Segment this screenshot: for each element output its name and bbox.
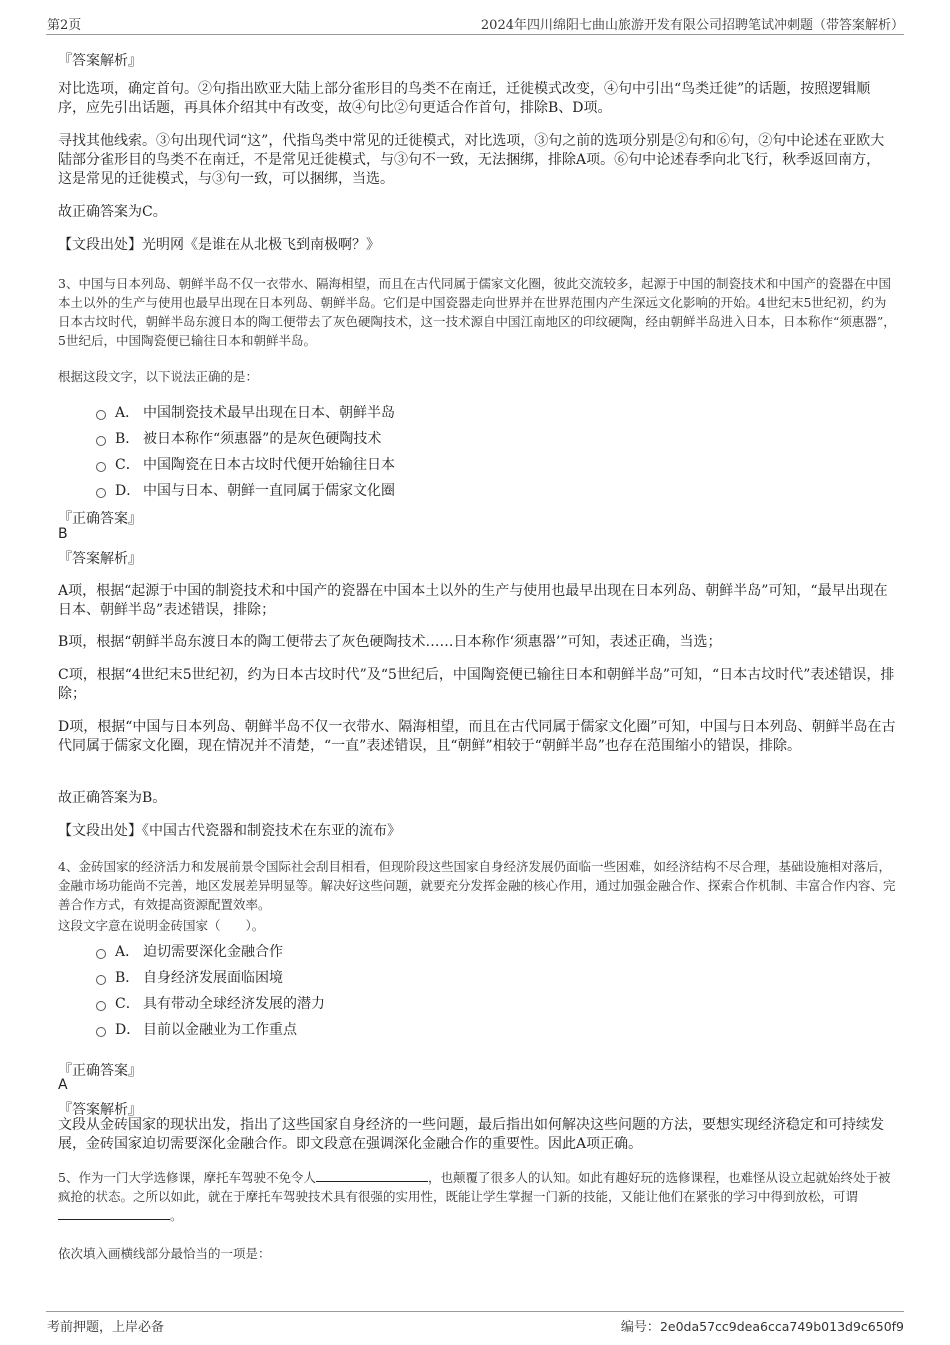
- option-text: 中国制瓷技术最早出现在日本、朝鲜半岛: [143, 405, 395, 421]
- option-text: 中国陶瓷在日本古坟时代便开始输往日本: [143, 457, 395, 473]
- analysis-paragraph: C项，根据“4世纪末5世纪初，约为日本古坟时代”及“5世纪后，中国陶瓷便已输往日本和朝鲜半岛”可知，“日本古坟时代”表述错误，排除；: [58, 667, 895, 702]
- analysis-tag: 『答案解析』: [58, 53, 142, 69]
- radio-icon[interactable]: [96, 488, 106, 498]
- source-note: 【文段出处】光明网《是谁在从北极飞到南极啊？》: [58, 237, 380, 253]
- document-title: 2024年四川绵阳七曲山旅游开发有限公司招聘笔试冲刺题（带答案解析）: [480, 18, 904, 33]
- radio-icon[interactable]: [96, 949, 106, 959]
- option-letter: C．: [115, 457, 140, 473]
- option-letter: B．: [115, 970, 140, 986]
- question-stem: 4、金砖国家的经济活力和发展前景令国际社会刮目相看，但现阶段这些国家自身经济发展仍面临一些困难，如经济结构不尽合理，基础设施相对落后，金融市场功能尚不完善，地区发展差异明显等。解决好这些问题，就要充分发挥金融的核心作用，通过加强金融合作、探索合作机制、丰富合作内容、完善合作方式，有效提高资源配置效率。: [58, 859, 896, 912]
- analysis-paragraph: B项，根据“朝鲜半岛东渡日本的陶工便带去了灰色硬陶技术……日本称作‘须惠器’”可知，表述正确，当选；: [58, 634, 722, 650]
- answer-conclusion: 故正确答案为B。: [58, 790, 167, 806]
- option-letter: C．: [115, 996, 140, 1012]
- radio-icon[interactable]: [96, 462, 106, 472]
- code-value: 2e0da57cc9dea6cca749b013d9c650f9: [659, 1319, 904, 1334]
- option-a[interactable]: [96, 402, 395, 422]
- option-text: 具有带动全球经济发展的潜力: [143, 996, 325, 1012]
- option-c[interactable]: [96, 454, 395, 474]
- correct-answer: A: [58, 1077, 68, 1093]
- analysis-paragraph: A项，根据“起源于中国的制瓷技术和中国产的瓷器在中国本土以外的生产与使用也最早出现在日本列岛、朝鲜半岛”可知，“最早出现在日本、朝鲜半岛”表述错误，排除；: [58, 583, 888, 618]
- option-text: 自身经济发展面临困境: [143, 970, 283, 986]
- option-d[interactable]: [96, 1019, 297, 1039]
- option-text: 中国与日本、朝鲜一直同属于儒家文化圈: [143, 483, 395, 499]
- radio-icon[interactable]: [96, 436, 106, 446]
- option-letter: D．: [115, 483, 141, 499]
- radio-icon[interactable]: [96, 975, 106, 985]
- option-d[interactable]: [96, 480, 395, 500]
- source-note: 【文段出处】《中国古代瓷器和制瓷技术在东亚的流布》: [58, 823, 401, 839]
- fill-blank[interactable]: [316, 1169, 428, 1182]
- option-text: 被日本称作“须惠器”的是灰色硬陶技术: [143, 431, 382, 447]
- analysis-tag: 『答案解析』: [58, 1102, 142, 1118]
- analysis-paragraph: 对比选项，确定首句。②句指出欧亚大陆上部分雀形目的鸟类不在南迁，迁徙模式改变，④句中引出“鸟类迁徙”的话题，按照逻辑顺序，应先引出话题，再具体介绍其中有改变，故④句比②句更适合作首句，排除B、D项。: [58, 81, 871, 116]
- code-label: 编号：: [620, 1320, 660, 1335]
- option-b[interactable]: [96, 428, 381, 448]
- stem-text: ，也颠覆了很多人的认知。如此有趣好玩的选修课程，也难怪从设立起就始终处于被疯抢的状态。之所以如此，就在于摩托车驾驶技术具有很强的实用性，既能让学生掌握一门新的技能，又能让他们在紧张的学习中得到放松，可谓: [58, 1170, 891, 1204]
- option-letter: A．: [115, 405, 140, 421]
- option-text: 目前以金融业为工作重点: [143, 1022, 297, 1038]
- analysis-paragraph: 文段从金砖国家的现状出发，指出了这些国家自身经济的一些问题，最后指出如何解决这些问题的方法，要想实现经济稳定和可持续发展，金砖国家迫切需要深化金融合作。即文段意在强调深化金融合作的重要性。因此A项正确。: [58, 1117, 884, 1152]
- radio-icon[interactable]: [96, 410, 106, 420]
- stem-text: 。: [170, 1208, 183, 1223]
- option-b[interactable]: [96, 967, 283, 987]
- correct-answer-tag: 『正确答案』: [58, 511, 142, 527]
- option-letter: A．: [115, 944, 140, 960]
- analysis-paragraph: D项，根据“中国与日本列岛、朝鲜半岛不仅一衣带水、隔海相望，而且在古代同属于儒家文化圈”可知，中国与日本列岛、朝鲜半岛在古代同属于儒家文化圈，现在情况并不清楚，“一直”表述错误，且“朝鲜”相较于“朝鲜半岛”也存在范围缩小的错误，排除。: [58, 719, 896, 754]
- page-number: 第2页: [47, 18, 82, 33]
- analysis-paragraph: 寻找其他线索。③句出现代词“这”，代指鸟类中常见的迁徙模式，对比选项，③句之前的选项分别是②句和⑥句，②句中论述在亚欧大陆部分雀形目的鸟类不在南迁，不是常见迁徙模式，与③句不一致，无法捆绑，排除A项。⑥句中论述春季向北飞行，秋季返回南方，这是常见的迁徙模式，与③句一致，可以捆绑，当选。: [58, 133, 885, 187]
- option-c[interactable]: [96, 993, 325, 1013]
- header-divider: [46, 34, 904, 35]
- question-stem: 3、中国与日本列岛、朝鲜半岛不仅一衣带水、隔海相望，而且在古代同属于儒家文化圈，彼此交流较多，起源于中国的制瓷技术和中国产的瓷器在中国本土以外的生产与使用也最早出现在日本列岛、朝鲜半岛。它们是中国瓷器走向世界并在世界范围内产生深远文化影响的开始。4世纪末5世纪初，约为日本古坟时代，朝鲜半岛东渡日本的陶工便带去了灰色硬陶技术，这一技术源自中国江南地区的印纹硬陶，经由朝鲜半岛进入日本，日本称作“须惠器”，5世纪后，中国陶瓷便已输往日本和朝鲜半岛。: [58, 276, 896, 348]
- question-stem: [58, 1168, 896, 1225]
- option-letter: B．: [115, 431, 140, 447]
- radio-icon[interactable]: [96, 1027, 106, 1037]
- option-a[interactable]: [96, 941, 283, 961]
- question-prompt: 这段文字意在说明金砖国家（ ）。: [58, 918, 265, 933]
- question-prompt: 根据这段文字，以下说法正确的是：: [58, 369, 259, 384]
- footer-slogan: 考前押题，上岸必备: [47, 1320, 165, 1335]
- analysis-tag: 『答案解析』: [58, 551, 142, 567]
- correct-answer: B: [58, 526, 68, 542]
- option-text: 迫切需要深化金融合作: [143, 944, 283, 960]
- correct-answer-tag: 『正确答案』: [58, 1063, 142, 1079]
- answer-conclusion: 故正确答案为C。: [58, 204, 167, 220]
- stem-text: 5、作为一门大学选修课，摩托车驾驶不免令人: [58, 1170, 316, 1185]
- document-code: [621, 1316, 904, 1335]
- fill-blank[interactable]: [58, 1207, 170, 1220]
- footer-divider: [46, 1311, 904, 1312]
- option-letter: D．: [115, 1022, 141, 1038]
- radio-icon[interactable]: [96, 1001, 106, 1011]
- question-prompt: 依次填入画横线部分最恰当的一项是：: [58, 1246, 271, 1261]
